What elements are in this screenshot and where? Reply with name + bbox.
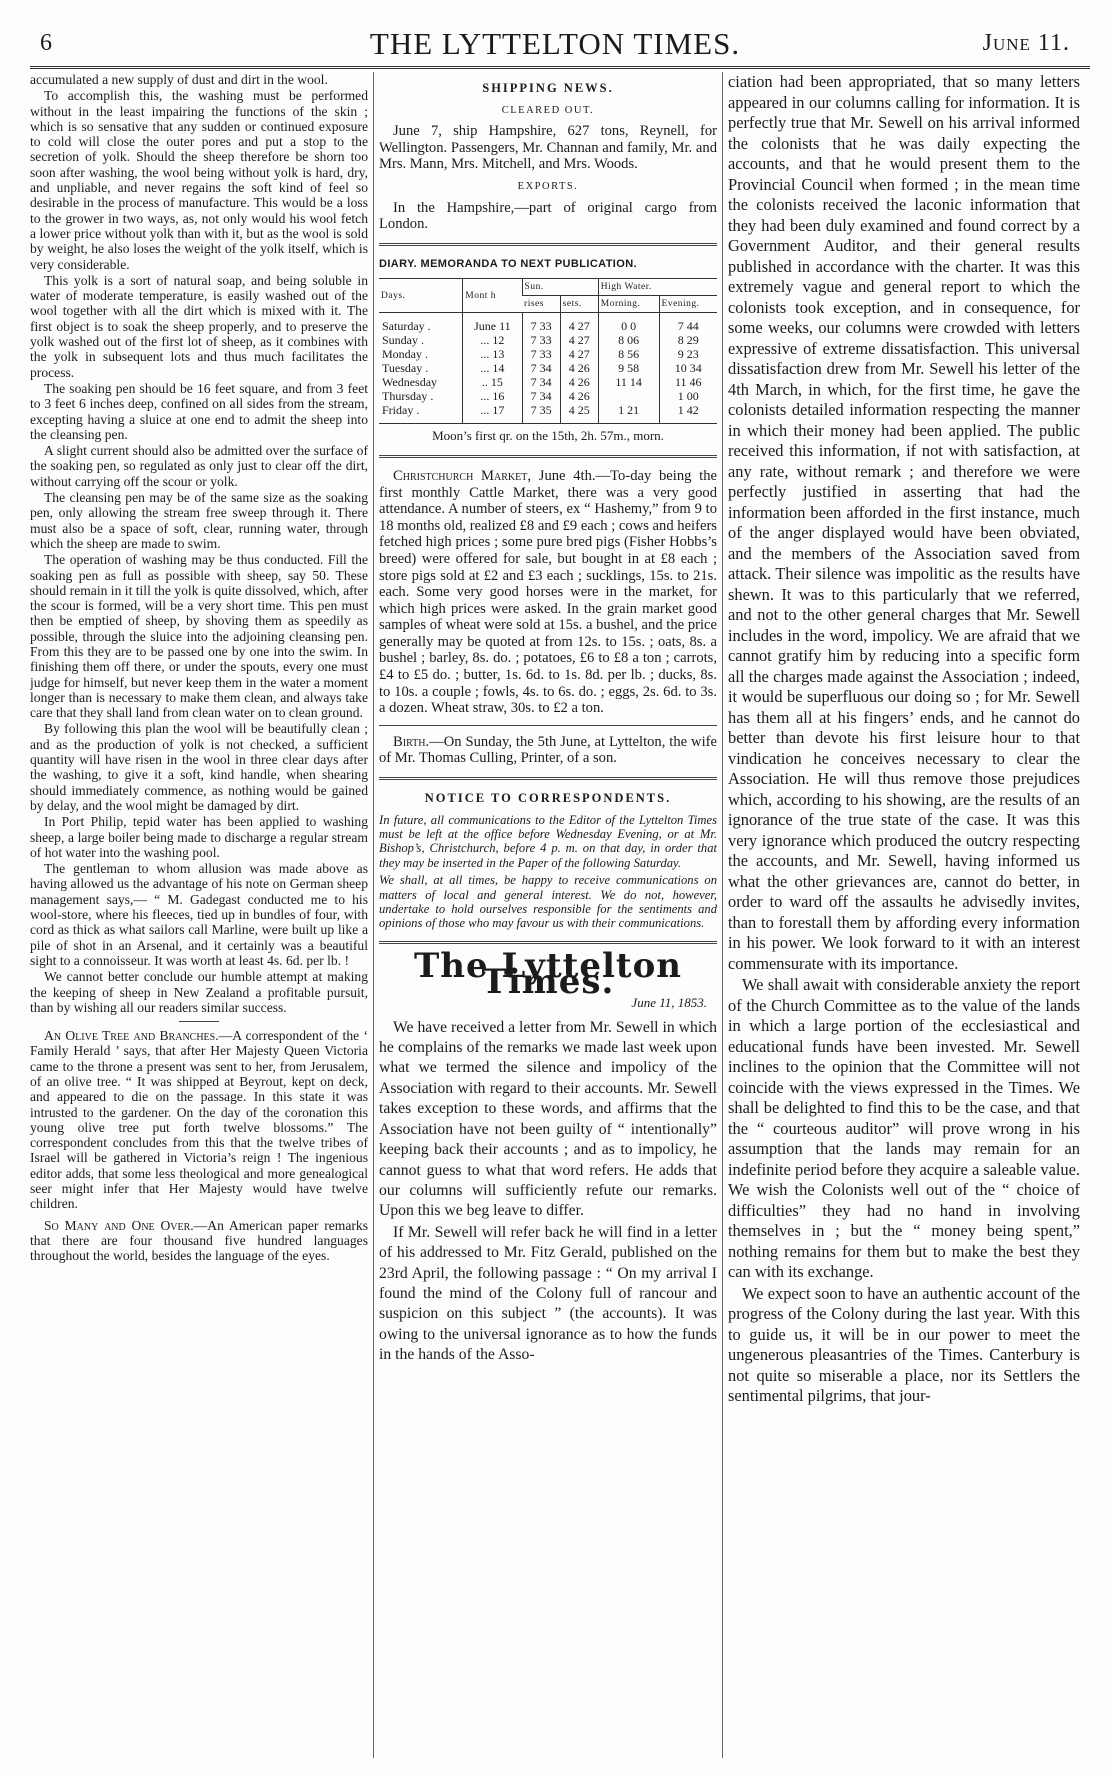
diary-col-high-water: High Water. (598, 279, 717, 296)
many-one-over-article (30, 1218, 368, 1264)
diary-morning (598, 389, 659, 403)
diary-date: June 11 (463, 313, 522, 334)
section-divider (179, 1021, 219, 1022)
diary-col-evening: Evening. (659, 296, 717, 313)
birth-notice (379, 734, 717, 767)
editorial-paragraph: If Mr. Sewell will refer back he will find in a letter of his addressed to Mr. Fitz Gerald, published on the 23rd April, the following passage : “ On my arrival I found the mind of the Colony full of rancour and suspicion on this subject ” (the accounts). It was owing to the universal ignorance as to how the funds in the hands of the Asso- (379, 1223, 717, 1364)
diary-date: ... 14 (463, 361, 522, 375)
table-row (379, 361, 717, 375)
olive-tree-article (30, 1028, 368, 1212)
shipping-news-heading: SHIPPING NEWS. (482, 81, 614, 95)
birth-text: —On Sunday, the 5th June, at Lyttelton, the wife of Mr. Thomas Culling, Printer, of a son. (379, 733, 717, 767)
section-divider (379, 455, 717, 458)
diary-col-days: Days. (379, 279, 463, 313)
section-divider (379, 777, 717, 780)
issue-date: June 11. (982, 30, 1070, 56)
masthead (30, 24, 1080, 62)
wool-paragraph: accumulated a new supply of dust and dirt in the wool. (30, 72, 328, 87)
birth-lead: Birth. (393, 733, 430, 750)
diary-sets: 4 27 (560, 347, 598, 361)
diary-date: .. 15 (463, 375, 522, 389)
editorial-date: June 11, 1853. (631, 995, 707, 1011)
wool-paragraph: The cleansing pen may be of the same size as the soaking pen, only allowing the stream free sweep through it. There must also be a space of soft, clear, running water, through which the sheep are made to swim. (30, 490, 368, 551)
column-divider (373, 72, 374, 1758)
diary-day: Tuesday . (382, 361, 429, 376)
cleared-out-heading: CLEARED OUT. (501, 104, 595, 116)
notice-paragraph: In future, all communications to the Editor of the Lyttelton Times must be left at the office before Wednesday Evening, or at Mr. Bishop’s, Christchurch, before 4 p. m. on that day, in order that they may be inserted in the Paper of the following Saturday. (379, 812, 717, 870)
diary-day: Wednesday (382, 375, 438, 390)
diary-morning: 1 21 (598, 403, 659, 424)
column-1 (30, 72, 368, 1758)
diary-day: Sunday . (382, 333, 424, 348)
diary-col-sun: Sun. (522, 279, 598, 296)
diary-day: Thursday . (382, 389, 434, 404)
wool-paragraph: To accomplish this, the washing must be performed without in the least impairing the functions of the skin ; which is so sensative that any sudden or continued exposure to cold will close the outer pores and put a stop to the secretion of yolk. Should the sheep therefore be shorn too soon after washing, the wool being without yolk is hard, dry, and unpliable, and never regains the soft kind of feel so desirable in the process of manufacture. This would be a loss to the grower in two ways, as, not only would his wool fetch a lower price without yolk than with it, but as the wool is sold by weight, he also loses the weight of the yolk itself, which is very considerable. (30, 88, 368, 272)
diary-sets: 4 26 (560, 375, 598, 389)
diary-evening: 10 34 (659, 361, 717, 375)
diary-evening: 1 00 (659, 389, 717, 403)
diary-rises: 7 33 (522, 313, 560, 334)
page-number: 6 (40, 30, 52, 56)
diary-rises: 7 34 (522, 375, 560, 389)
diary-morning: 8 06 (598, 333, 659, 347)
diary-sets: 4 27 (560, 313, 598, 334)
diary-morning: 11 14 (598, 375, 659, 389)
diary-morning: 9 58 (598, 361, 659, 375)
diary-sets: 4 27 (560, 333, 598, 347)
wool-paragraph: By following this plan the wool will be beautifully clean ; and as the production of yolk is not checked, a sufficient quantity will have risen in the wool in three clear days after the washing, to give it a soft, kind handle, when shearing should immediately commence, as nothing would be gained by delay, and the wool might be damaged by dirt. (30, 721, 368, 813)
notice-paragraph: We shall, at all times, be happy to receive communications on matters of local and general interest. We do not, however, undertake to hold ourselves responsible for the sentiments and opinions of those who may favour us with their communications. (379, 873, 717, 931)
market-text: June 4th.—To-day being the first monthly Cattle Market, there was a very good attendance. A number of steers, ex “ Hashemy,” from 9 to 18 months old, realized £8 and £9 each ; cows and heifers fetched high prices ; some pure bred pigs (Fisher Hobbs’s breed) were offered for sale, but bought in at £8 each ; store pigs sold at £2 and £3 each ; sucklings, 15s. to 21s. each. Some very good horses were in the market, for which high prices were asked. In the grain market good samples of wheat were sold at 15s. a bushel, and the price generally may be quoted at from 12s. to 15s. ; oats, 8s. a bushel ; barley, 8s. do. ; potatoes, £6 to £8 a ton ; carrots, £4 to £5 do. ; butter, 1s. 6d. to 1s. 8d. per lb. ; ducks, 8s. to 10s. a couple ; fowls, 4s. to 6s. do. ; eggs, 2s. 6d. to 3s. a dozen. Wheat straw, 30s. to £2 a ton. (379, 467, 717, 717)
column-2 (379, 72, 717, 1758)
editorial-title: The Lyttelton Times. (414, 945, 682, 1003)
editorial-paragraph: We expect soon to have an authentic account of the progress of the Colony during the last year. With this to guide us, it will be in our power to meet the ungenerous pleasantries of the Times. Canterbury is not quite so miserable a place, nor its Settlers the sentimental pilgrims, that jour- (728, 1283, 1080, 1405)
diary-col-morning: Morning. (598, 296, 659, 313)
section-divider (379, 725, 717, 726)
diary-col-month: Mont h (463, 279, 522, 313)
wool-paragraph: This yolk is a sort of natural soap, and being soluble in water of moderate temperature, is easily washed out of the wool together with all the dirt which is mixed with it. The first object is to soak the sheep properly, and to preserve the yolk washed out of the first lot of sheep, as it combines with the yolk in subsequent lots and thus much facilitates the process. (30, 272, 368, 380)
wool-paragraph: We cannot better conclude our humble attempt at making the keeping of sheep in New Zealand a profitable pursuit, than by wishing all our readers similar success. (30, 969, 368, 1015)
diary-evening: 11 46 (659, 375, 717, 389)
diary-sets: 4 26 (560, 389, 598, 403)
diary-evening: 8 29 (659, 333, 717, 347)
cleared-out-text: June 7, ship Hampshire, 627 tons, Reynell, for Wellington. Passengers, Mr. Channan and family, Mr. and Mrs. Mann, Mrs. Mitchell, and Mrs. Woods. (379, 123, 717, 173)
diary-evening: 9 23 (659, 347, 717, 361)
diary-col-rises: rises (522, 296, 560, 313)
wool-paragraph: The soaking pen should be 16 feet square, and from 3 feet to 3 feet 6 inches deep, confined on all sides from the stream, excepting having a sluice at one end to admit the sheep into the cleansing pen. (30, 380, 368, 442)
newspaper-title: THE LYTTELTON TIMES. (369, 26, 741, 61)
table-row (379, 313, 717, 334)
many-one-over-text: —An American paper remarks that there are four thousand five hundred languages throughout the world, besides the language of the eyes. (30, 1217, 368, 1264)
table-row (379, 347, 717, 361)
market-report (379, 468, 717, 717)
exports-heading: EXPORTS. (517, 180, 579, 192)
table-row (379, 403, 717, 424)
section-divider (379, 243, 717, 246)
wool-paragraph: The gentleman to whom allusion was made above as having allowed us the advantage of his note on German sheep management says,— “ M. Gadegast conducted me to his wool-store, where his fleeces, tied up in bundles of four, with cord as thick as what sailors call Marline, were built up like a pile of shot in an Arsenal, and it certainly was a beautiful sight to a connoisseur. It was worth at least 4s. 6d. per lb. ! (30, 861, 368, 968)
market-lead: Christchurch Market, (393, 467, 532, 484)
diary-rises: 7 34 (522, 389, 560, 403)
editorial (379, 945, 717, 1366)
section-divider (379, 941, 717, 944)
diary-day: Saturday . (382, 319, 431, 334)
diary-rises: 7 33 (522, 333, 560, 347)
column-divider (722, 72, 723, 1758)
diary-rises: 7 34 (522, 361, 560, 375)
column-3 (728, 72, 1080, 1758)
masthead-rule (30, 66, 1090, 70)
diary-date: ... 17 (463, 403, 522, 424)
diary-morning: 8 56 (598, 347, 659, 361)
diary-day: Monday . (382, 347, 428, 362)
diary-rises: 7 35 (522, 403, 560, 424)
table-row (379, 375, 717, 389)
diary-evening: 7 44 (659, 313, 717, 334)
diary-date: ... 12 (463, 333, 522, 347)
exports-text: In the Hampshire,—part of original cargo from London. (379, 199, 717, 233)
editorial-paragraph: We have received a letter from Mr. Sewell in which he complains of the remarks we made last week upon what we termed the silence and impolicy of the Association with regard to their accounts. Mr. Sewell takes exception to these words, and affirms that the Association have not been guilty of “ intentionally” keeping back their accounts ; and as to impolicy, he cannot guess to what that word refers. He adds that our columns will sufficiently refute our remarks. Upon this we beg leave to differ. (379, 1018, 717, 1220)
diary-table (379, 278, 717, 424)
diary-morning: 0 0 (598, 313, 659, 334)
olive-tree-lead: An Olive Tree and Branches. (44, 1028, 219, 1044)
editorial-paragraph: We shall await with considerable anxiety the report of the Church Committee as to the value of the lands in which a large portion of the ecclesiastical and educational funds have been invested. Mr. Sewell inclines to the opinion that the Committee will not coincide with the views expressed in the Times. We shall be delighted to find this to be the case, and that the “ courteous auditor” will prove wrong in his assumption that the lands may remain for an indefinite period before they acquire a saleable value. We wish the Colonists well out of the “ choice of difficulties” they had no hand in involving themselves in ; but the “ money being spent,” nothing remains for them but to make the best they can with its exchange. (728, 975, 1080, 1281)
notice-to-correspondents (379, 813, 717, 931)
diary-rises: 7 33 (522, 347, 560, 361)
diary-sets: 4 25 (560, 403, 598, 424)
wool-paragraph: The operation of washing may be thus conducted. Fill the soaking pen as full as possible with sheep, say 50. These should remain in it till the yolk is quite dissolved, which, after the scour is formed, will be a very short time. This pen must then be emptied of sheep, by shoving them as speedily as possible, through the sluice into the adjoining cleansing pen. From this they are to be passed one by one into the swim. In finishing them off there, or under the spouts, every one must judge for himself, but never keep them in the water a moment longer than is necessary to make them clean, and always take care that they shall land from clean water on to clean ground. (30, 552, 368, 721)
diary-heading: DIARY. MEMORANDA TO NEXT PUBLICATION. (379, 257, 638, 270)
many-one-over-lead: So Many and One Over. (44, 1217, 194, 1233)
diary-date: ... 13 (463, 347, 522, 361)
diary-day: Friday . (379, 403, 463, 424)
table-row (379, 333, 717, 347)
diary-col-sets: sets. (560, 296, 598, 313)
diary-sets: 4 26 (560, 361, 598, 375)
wool-paragraph: In Port Philip, tepid water has been applied to washing sheep, a large boiler being made to discharge a regular stream of hot water into the washing pool. (30, 814, 368, 860)
wool-paragraph: A slight current should also be admitted over the surface of the soaking pen, so regulated as only just to clear off the dirt, without carrying off the scour or yolk. (30, 443, 368, 489)
notice-heading: NOTICE TO CORRESPONDENTS. (424, 791, 672, 806)
editorial-paragraph: ciation had been appropriated, that so many letters appeared in our columns calling for information. It is perfectly true that Mr. Sewell on his arrival informed the colonists that he was daily expecting the accounts, and that he would present them to the Provincial Council when formed ; in the mean time the colonists received the laconic information that they had been duly examined and found correct by a Government Auditor, and their general results published in accordance with the charter. It was this extremely vague and general report to which the colonists took exception, and in consequence, for some weeks, our columns were crowded with letters expressive of extreme dissatisfaction. This universal dissatisfaction drew from Mr. Sewell his letter of the 4th March, in which, for the first time, he gave the colonists detailed information respecting the manner in which their money had been applied. The public received this information, if not with satisfaction, at any rate, without remark ; and therefore we were perfectly justified in asserting that had the information been afforded in the first instance, much of the anger displayed would have been obviated, and the members of the Association saved from attack. Their silence was impolitic as the results have shewn. It was to this particularly that we referred, and not to the other general charges that Mr. Sewell includes in the word, impolicy. We are afraid that we cannot gratify him by reducing into a specific form all the charges made against the Association ; indeed, it would be superfluous our doing so ; for Mr. Sewell has them all at his fingers’ ends, and he cannot do better than devote his first leisure hour to that vindication he conceives necessary to clear the Association. He will thus remove those prejudices which, according to his showing, are the results of an ignorance of the true state of the case. It was this very ignorance which produced the outcry respecting the accounts, and Mr. Sewell, having informed us what the other grievances are, cannot do better, in order to ward off the assaults he advisedly invites, than to forestall them by affording every information in his power. We look forward to it with an interest commensurate with its importance. (728, 72, 1080, 973)
table-row (379, 389, 717, 403)
diary-date: ... 16 (463, 389, 522, 403)
diary-evening: 1 42 (659, 403, 717, 424)
olive-tree-text: —A correspondent of the ‘ Family Herald ’ says, that after Her Majesty Queen Victoria came to the throne a present was sent to her, from Jerusalem, of an olive tree. “ It was shipped at Beyrout, kept on deck, and appeared to die on the passage. In this state it was intrusted to the gardener. On the day of the coronation this young olive tree put forth twelve blossoms.” The correspondent concludes from this that the twelve tribes of Israel will be gathered in Victoria’s reign ! The ingenious editor adds, that some less theological and more genealogical seer might infer that Her Majesty would have twelve children. (30, 1028, 368, 1212)
moon-phase-note: Moon’s first qr. on the 15th, 2h. 57m., morn. (432, 428, 664, 444)
